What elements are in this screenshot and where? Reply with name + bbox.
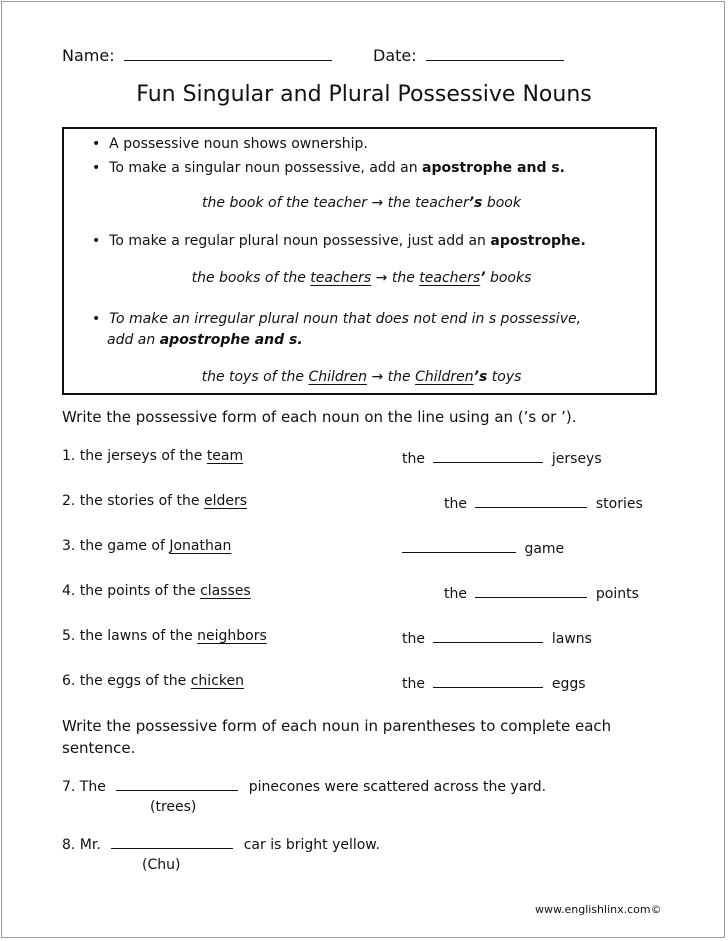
sentence-8 xyxy=(62,834,380,853)
rule-4-bold: apostrophe and s. xyxy=(159,332,303,348)
question-6-text: 6. the eggs of the xyxy=(62,673,191,689)
example-1-pre: the book of the teacher → the teacher xyxy=(202,195,469,211)
page-title: Fun Singular and Plural Possessive Nouns xyxy=(136,82,592,107)
answer-4-blank[interactable] xyxy=(475,583,587,598)
question-3-noun: Jonathan xyxy=(169,538,232,554)
bullet-icon: • xyxy=(92,136,110,152)
sentence-8-hint: (Chu) xyxy=(142,857,181,873)
example-3-mid: → the xyxy=(367,369,416,385)
example-3-noun-possessive: Children xyxy=(415,369,474,385)
rule-bullet-4-cont xyxy=(107,332,303,348)
answer-6-the: the xyxy=(402,676,425,692)
rule-3-bold: apostrophe. xyxy=(490,233,586,249)
question-1 xyxy=(62,448,243,464)
answer-4[interactable] xyxy=(444,583,639,602)
question-1-noun: team xyxy=(206,448,244,464)
question-2-noun: elders xyxy=(203,493,248,509)
example-2 xyxy=(64,270,659,286)
answer-1-blank[interactable] xyxy=(433,448,543,463)
sentence-8-start: 8. Mr. xyxy=(62,837,101,853)
section-2-instruction-line-2: sentence. xyxy=(62,739,136,757)
question-5-noun: neighbors xyxy=(197,628,267,644)
bullet-icon: • xyxy=(92,233,110,249)
answer-6-blank[interactable] xyxy=(433,673,543,688)
name-blank[interactable] xyxy=(124,46,332,61)
rule-bullet-2 xyxy=(92,160,565,176)
rule-2-bold: apostrophe and s. xyxy=(422,160,565,176)
question-5-text: 5. the lawns of the xyxy=(62,628,198,644)
example-2-pre: the books of the xyxy=(191,270,311,286)
date-field[interactable] xyxy=(373,46,564,65)
answer-1-noun: jerseys xyxy=(551,451,602,467)
answer-1[interactable] xyxy=(402,448,602,467)
example-1-bold: ’s xyxy=(468,195,483,211)
sentence-7-hint: (trees) xyxy=(150,799,197,815)
bullet-icon: • xyxy=(92,311,110,327)
example-3-pre: the toys of the xyxy=(201,369,309,385)
name-label: Name: xyxy=(62,46,115,65)
footer-credit: www.englishlinx.com© xyxy=(535,903,662,916)
answer-4-noun: points xyxy=(595,586,639,602)
date-blank[interactable] xyxy=(426,46,564,61)
example-2-mid: → the xyxy=(371,270,420,286)
rule-1-text: A possessive noun shows ownership. xyxy=(109,136,368,152)
example-3-post: toys xyxy=(487,369,522,385)
question-2-text: 2. the stories of the xyxy=(62,493,204,509)
answer-2-blank[interactable] xyxy=(475,493,587,508)
example-2-post: books xyxy=(485,270,532,286)
example-2-noun-possessive: teachers xyxy=(419,270,481,286)
section-2-instruction-line-1: Write the possessive form of each noun in parentheses to complete each xyxy=(62,717,612,735)
answer-5-noun: lawns xyxy=(551,631,592,647)
answer-2[interactable] xyxy=(444,493,643,512)
answer-6-noun: eggs xyxy=(551,676,586,692)
answer-5[interactable] xyxy=(402,628,592,647)
question-2 xyxy=(62,493,247,509)
rules-box xyxy=(62,127,657,395)
sentence-7-blank[interactable] xyxy=(116,776,238,791)
rule-3-text: To make a regular plural noun possessive, just add an xyxy=(109,233,491,249)
answer-1-the: the xyxy=(402,451,425,467)
answer-3-noun: game xyxy=(524,541,565,557)
example-3-bold: ’s xyxy=(473,369,488,385)
rule-4-line-1: To make an irregular plural noun that does not end in s possessive, xyxy=(109,311,582,327)
example-1 xyxy=(64,195,659,211)
answer-4-the: the xyxy=(444,586,467,602)
sentence-7 xyxy=(62,776,546,795)
question-3-text: 3. the game of xyxy=(62,538,170,554)
example-1-post: book xyxy=(482,195,521,211)
sentence-7-start: 7. The xyxy=(62,779,106,795)
rule-bullet-4 xyxy=(92,311,581,327)
example-2-bold: ’ xyxy=(480,270,486,286)
question-4-text: 4. the points of the xyxy=(62,583,201,599)
rule-4-line-2: add an xyxy=(107,332,160,348)
example-3-noun: Children xyxy=(308,369,368,385)
bullet-icon: • xyxy=(92,160,110,176)
answer-3[interactable] xyxy=(402,538,564,557)
answer-5-the: the xyxy=(402,631,425,647)
question-5 xyxy=(62,628,267,644)
question-1-text: 1. the jerseys of the xyxy=(62,448,207,464)
answer-3-blank[interactable] xyxy=(402,538,516,553)
date-label: Date: xyxy=(373,46,417,65)
rule-bullet-1 xyxy=(92,136,368,152)
answer-5-blank[interactable] xyxy=(433,628,543,643)
rule-bullet-3 xyxy=(92,233,586,249)
section-1-instruction: Write the possessive form of each noun on the line using an (’s or ’). xyxy=(62,408,577,426)
sentence-8-end: car is bright yellow. xyxy=(243,837,380,853)
sentence-7-end: pinecones were scattered across the yard. xyxy=(248,779,547,795)
example-2-noun: teachers xyxy=(310,270,372,286)
question-6-noun: chicken xyxy=(190,673,244,689)
example-3 xyxy=(64,369,659,385)
answer-2-the: the xyxy=(444,496,467,512)
answer-6[interactable] xyxy=(402,673,586,692)
rule-2-text: To make a singular noun possessive, add an xyxy=(109,160,423,176)
name-field[interactable] xyxy=(62,46,332,65)
question-6 xyxy=(62,673,244,689)
answer-2-noun: stories xyxy=(595,496,643,512)
question-3 xyxy=(62,538,231,554)
question-4 xyxy=(62,583,251,599)
question-4-noun: classes xyxy=(200,583,251,599)
sentence-8-blank[interactable] xyxy=(111,834,233,849)
